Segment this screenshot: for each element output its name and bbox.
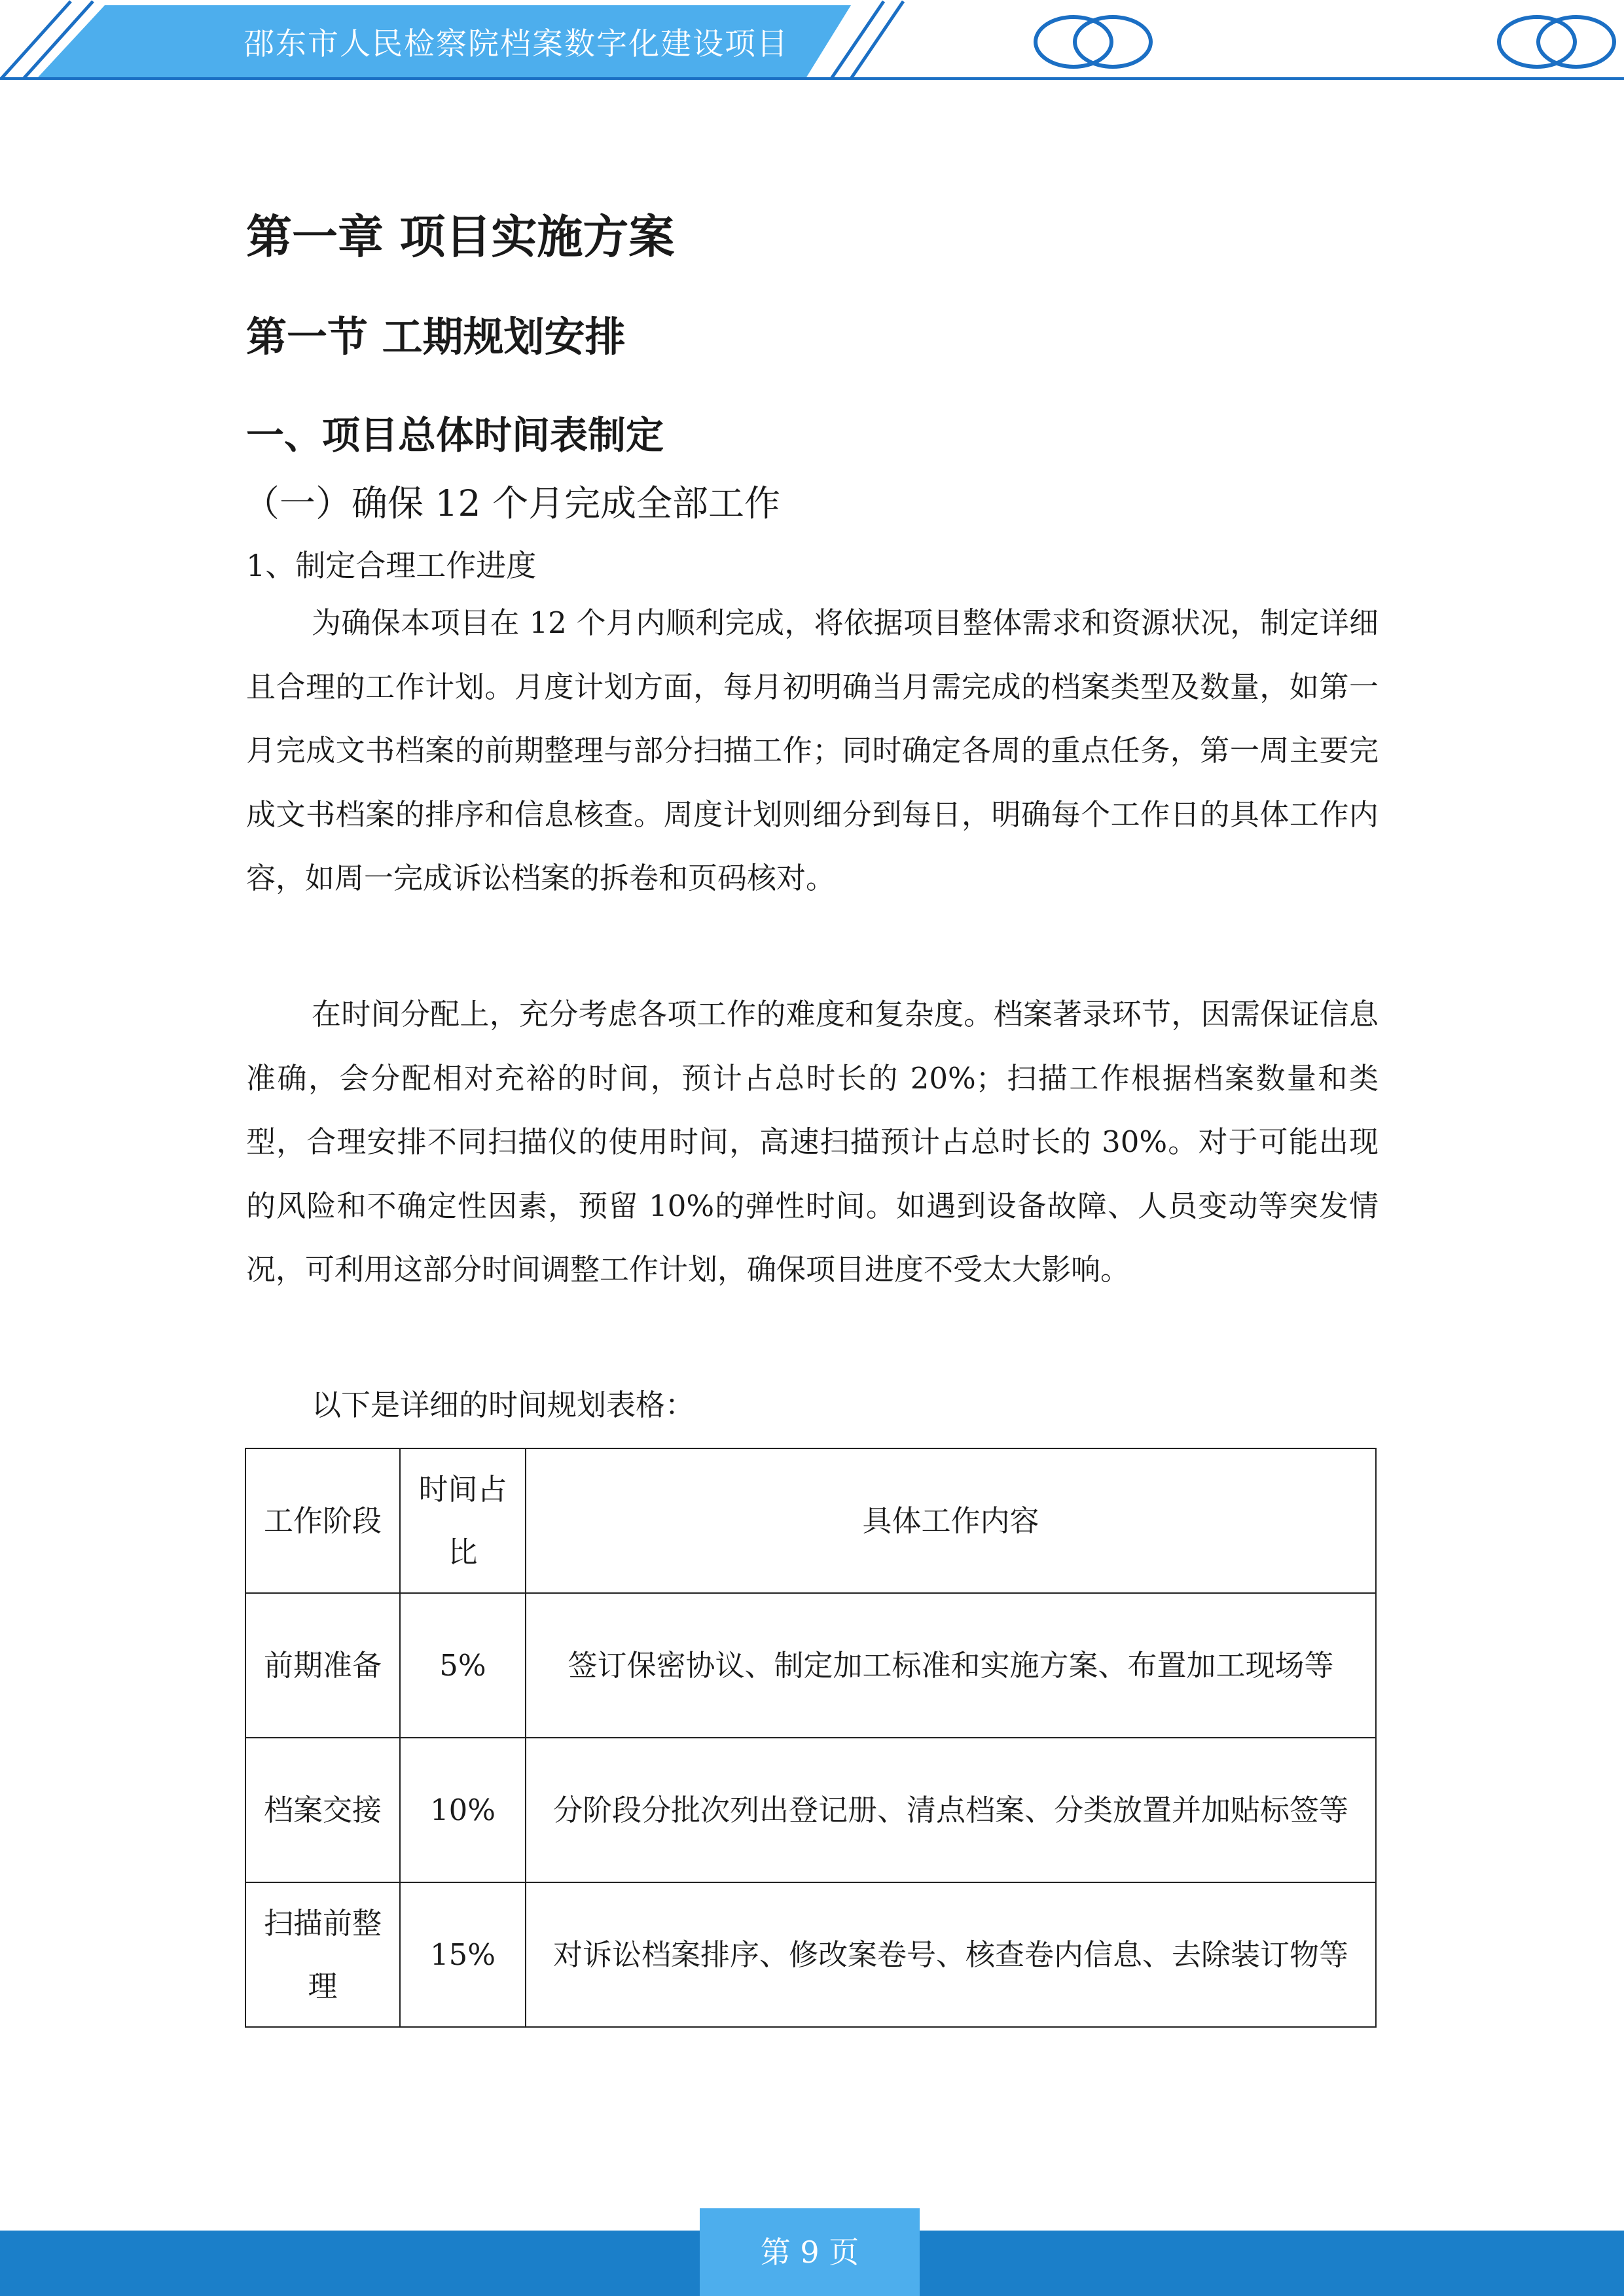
table-header-cell: 具体工作内容 [526, 1448, 1376, 1593]
rings-icon [1499, 17, 1614, 67]
table-cell: 扫描前整理 [245, 1882, 400, 2027]
paragraph: 以下是详细的时间规划表格： [312, 1388, 695, 1422]
table-cell: 15% [400, 1882, 526, 2027]
chapter-heading: 第一章 项目实施方案 [246, 210, 675, 264]
table-cell: 5% [400, 1593, 526, 1738]
table-header-row [245, 1448, 1376, 1593]
table-cell: 签订保密协议、制定加工标准和实施方案、布置加工现场等 [526, 1593, 1376, 1738]
section-heading: 第一节 工期规划安排 [246, 313, 626, 361]
table-cell: 档案交接 [245, 1738, 400, 1882]
paragraph: 为确保本项目在 12 个月内顺利完成，将依据项目整体需求和资源状况，制定详细且合理的工作计划。月度计划方面，每月初明确当月需完成的档案类型及数量，如第一月完成文书档案的前期整理与部分扫描工作；同时确定各周的重点任务，第一周主要完成文书档案的排序和信息核查。周度计划则细分到每日，明确每个工作日的具体工作内容，如周一完成诉讼档案的拆卷和页码核对。 [246, 605, 1379, 895]
paragraph: 在时间分配上，充分考虑各项工作的难度和复杂度。档案著录环节，因需保证信息准确，会分配相对充裕的时间，预计占总时长的 20%；扫描工作根据档案数量和类型，合理安排不同扫描仪的使用时间，高速扫描预计占总时长的 30%。对于可能出现的风险和不确定性因素，预留 10%的弹性时间。如遇到设备故障、人员变动等突发情况，可利用这部分时间调整工作计划，确保项目进度不受太大影响。 [246, 997, 1379, 1287]
table-cell: 前期准备 [245, 1593, 400, 1738]
table-cell: 对诉讼档案排序、修改案卷号、核查卷内信息、去除装订物等 [526, 1882, 1376, 2027]
table-header-cell: 工作阶段 [245, 1448, 400, 1593]
table-cell: 分阶段分批次列出登记册、清点档案、分类放置并加贴标签等 [526, 1738, 1376, 1882]
item-heading: （一）确保 12 个月完成全部工作 [244, 482, 780, 524]
header-title: 邵东市人民检察院档案数字化建设项目 [244, 26, 789, 62]
page-number: 第 9 页 [700, 2208, 920, 2296]
rings-icon [1036, 17, 1151, 67]
table-cell: 10% [400, 1738, 526, 1882]
table-row [245, 1593, 1376, 1738]
table-header-cell: 时间占比 [400, 1448, 526, 1593]
schedule-table [245, 1448, 1377, 2028]
subsection-heading: 一、项目总体时间表制定 [246, 413, 664, 457]
table-row [245, 1882, 1376, 2027]
table-row [245, 1738, 1376, 1882]
subitem-heading: 1、制定合理工作进度 [246, 548, 537, 583]
